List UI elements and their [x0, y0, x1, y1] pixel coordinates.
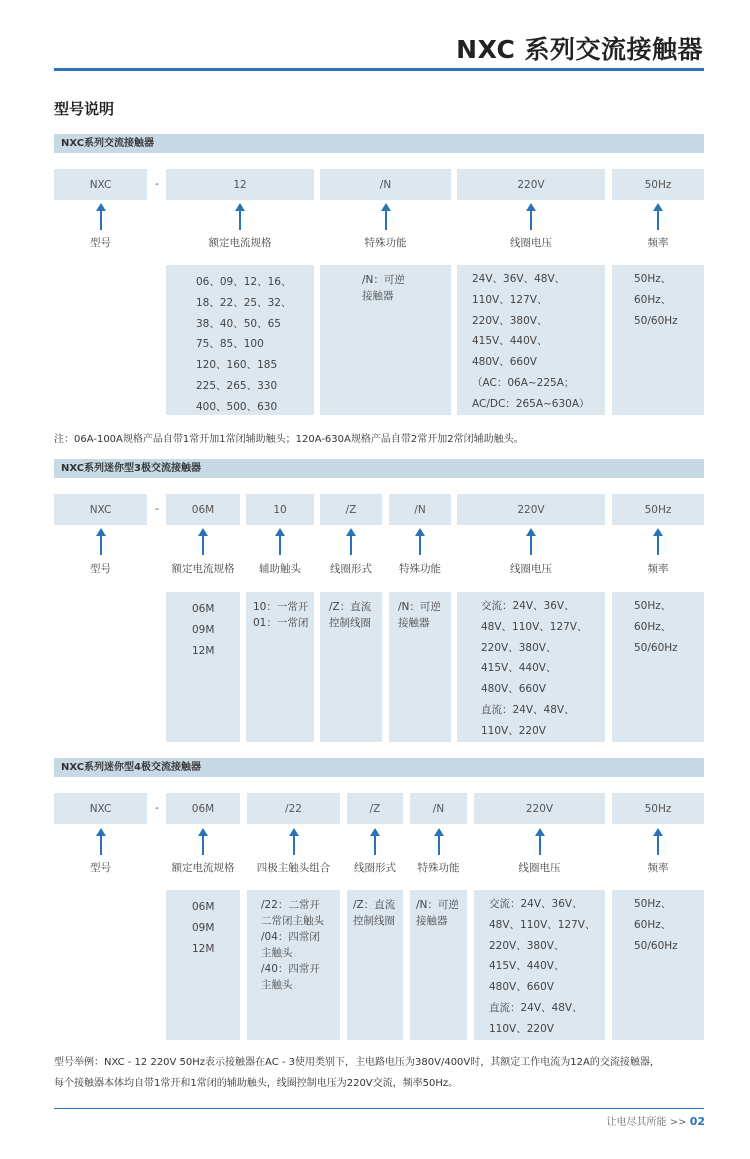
- detail-line: 50/60Hz: [634, 314, 678, 327]
- s3-detail-current: [166, 890, 240, 1040]
- s3-label-freq: 频率: [647, 861, 669, 874]
- s2-detail-current: [166, 592, 240, 742]
- detail-line: 480V、660V: [489, 981, 554, 994]
- detail-line: 110V、220V: [489, 1022, 554, 1035]
- s3-code-model: NXC: [54, 793, 147, 824]
- s1-arrow-up-icon: [96, 203, 106, 230]
- s3-arrow-up-icon: [535, 828, 545, 855]
- s1-label-freq: 频率: [647, 236, 669, 249]
- detail-line: 50Hz、: [634, 600, 672, 612]
- detail-line: 接触器: [362, 290, 394, 302]
- s2-arrow-up-icon: [275, 528, 285, 555]
- detail-line: AC/DC：265A~630A）: [472, 397, 590, 410]
- s2-detail-freq: [612, 592, 704, 742]
- detail-line: 220V、380V、: [489, 939, 565, 952]
- s2-code-voltage: 220V: [457, 494, 605, 525]
- s1-arrow-up-icon: [235, 203, 245, 230]
- s2-label-model: 型号: [90, 562, 111, 575]
- detail-line: 75、85、100: [196, 338, 264, 351]
- detail-line: 01：一常闭: [253, 617, 309, 629]
- detail-line: 50/60Hz: [634, 641, 678, 654]
- s1-note: 注：06A-100A规格产品自带1常开加1常闭辅助触头；120A-630A规格产品自带2常开加2常闭辅助触头。: [54, 434, 524, 445]
- s2-arrow-up-icon: [526, 528, 536, 555]
- s3-code-special: /N: [410, 793, 467, 824]
- s2-label-voltage: 线圈电压: [510, 562, 552, 575]
- s1-detail-special: [320, 265, 451, 415]
- detail-line: 控制线圈: [353, 915, 395, 927]
- s2-label-freq: 频率: [647, 562, 669, 575]
- s2-label-coil: 线圈形式: [330, 562, 372, 575]
- s3-code-main: /22: [247, 793, 340, 824]
- detail-line: /22：二常开: [261, 899, 320, 911]
- s1-label-voltage: 线圈电压: [510, 236, 552, 249]
- s3-arrow-up-icon: [289, 828, 299, 855]
- s1-arrow-up-icon: [381, 203, 391, 230]
- section1-band-title: NXC系列交流接触器: [61, 138, 155, 149]
- s2-label-aux: 辅助触头: [259, 562, 301, 575]
- detail-line: 48V、110V、127V、: [489, 918, 596, 931]
- s3-label-main: 四极主触头组合: [256, 861, 331, 874]
- detail-line: 415V、440V、: [472, 335, 548, 348]
- page-number: 02: [689, 1115, 705, 1128]
- s3-label-model: 型号: [90, 861, 111, 874]
- bottom-rule: [54, 1108, 704, 1109]
- detail-line: 09M: [192, 921, 215, 934]
- page-title: NXC 系列交流接触器: [456, 35, 703, 64]
- s1-code-voltage: 220V: [457, 169, 605, 200]
- detail-line: 50/60Hz: [634, 939, 678, 952]
- detail-line: 主触头: [261, 947, 293, 959]
- detail-line: 06M: [192, 603, 215, 615]
- section3-band-title: NXC系列迷你型4极交流接触器: [61, 762, 202, 773]
- s2-arrow-up-icon: [96, 528, 106, 555]
- s2-code-freq: 50Hz: [612, 494, 704, 525]
- s2-code-model: NXC: [54, 494, 147, 525]
- detail-line: 480V、660V: [472, 356, 537, 369]
- detail-line: 48V、110V、127V、: [481, 620, 588, 633]
- s1-arrow-up-icon: [526, 203, 536, 230]
- s3-detail-coil: [347, 890, 403, 1040]
- s3-label-coil: 线圈形式: [354, 861, 396, 874]
- s2-code-current: 06M: [166, 494, 240, 525]
- detail-line: 接触器: [398, 617, 430, 629]
- detail-line: 60Hz、: [634, 293, 672, 306]
- example-line-2: 每个接触器本体均自带1常开和1常闭的辅助触头，线圈控制电压为220V交流，频率50Hz。: [54, 1078, 459, 1089]
- detail-line: 主触头: [261, 979, 293, 991]
- s2-code-coil: /Z: [320, 494, 382, 525]
- detail-line: /N：可逆: [416, 899, 459, 911]
- s3-arrow-up-icon: [370, 828, 380, 855]
- detail-line: 接触器: [416, 915, 448, 927]
- detail-line: 控制线圈: [329, 617, 371, 629]
- detail-line: 415V、440V、: [481, 662, 557, 675]
- s1-code-freq: 50Hz: [612, 169, 704, 200]
- example-line-1: 型号举例：NXC - 12 220V 50Hz表示接触器在AC - 3使用类别下，主电路电压为380V/400V时，其额定工作电流为12A的交流接触器，: [54, 1057, 660, 1068]
- detail-line: 06、09、12、16、: [196, 276, 292, 288]
- s3-code-current: 06M: [166, 793, 240, 824]
- detail-line: 110V、127V、: [472, 293, 548, 306]
- detail-line: /40：四常开: [261, 963, 320, 975]
- detail-line: 50Hz、: [634, 273, 672, 285]
- s3-code-coil: /Z: [347, 793, 403, 824]
- detail-line: 225、265、330: [196, 379, 278, 392]
- detail-line: 09M: [192, 623, 215, 636]
- s3-label-special: 特殊功能: [417, 861, 460, 874]
- s3-label-current: 额定电流规格: [171, 861, 235, 874]
- detail-line: 24V、36V、48V、: [472, 273, 566, 285]
- detail-line: 直流：24V、48V、: [489, 1001, 583, 1014]
- s1-code-special: /N: [320, 169, 451, 200]
- detail-line: 交流：24V、36V、: [489, 898, 583, 910]
- s3-arrow-up-icon: [198, 828, 208, 855]
- detail-line: 220V、380V、: [472, 314, 548, 327]
- detail-line: 415V、440V、: [489, 960, 565, 973]
- detail-line: /N：可逆: [362, 274, 405, 286]
- s2-label-special: 特殊功能: [399, 562, 441, 575]
- s1-label-current: 额定电流规格: [208, 236, 272, 249]
- section2-band-title: NXC系列迷你型3极交流接触器: [61, 463, 202, 474]
- detail-line: 06M: [192, 901, 215, 913]
- s3-detail-main: [247, 890, 340, 1040]
- s3-dash: -: [155, 801, 159, 814]
- detail-line: 110V、220V: [481, 724, 546, 737]
- s1-label-special: 特殊功能: [364, 236, 407, 249]
- s1-label-model: 型号: [90, 236, 111, 249]
- s1-detail-voltage: [457, 265, 605, 415]
- s1-detail-freq: [612, 265, 704, 415]
- detail-line: /Z：直流: [329, 601, 372, 613]
- section-heading: 型号说明: [54, 100, 115, 118]
- s1-detail-current: [166, 265, 314, 415]
- detail-line: 10：一常开: [253, 601, 309, 613]
- detail-line: /04：四常闭: [261, 931, 320, 943]
- detail-line: 交流：24V、36V、: [481, 600, 575, 612]
- s3-arrow-up-icon: [434, 828, 444, 855]
- detail-line: 18、22、25、32、: [196, 296, 292, 309]
- detail-line: 220V、380V、: [481, 641, 557, 654]
- s2-detail-special: [389, 592, 451, 742]
- detail-line: 二常闭主触头: [261, 915, 324, 927]
- s3-detail-voltage: [474, 890, 605, 1040]
- detail-line: /N：可逆: [398, 601, 441, 613]
- detail-line: 120、160、185: [196, 359, 278, 372]
- s1-code-current: 12: [166, 169, 314, 200]
- detail-line: 直流：24V、48V、: [481, 703, 575, 716]
- detail-line: （AC：06A~225A；: [472, 376, 575, 389]
- detail-line: /Z：直流: [353, 899, 396, 911]
- s3-label-voltage: 线圈电压: [518, 861, 561, 874]
- s2-arrow-up-icon: [198, 528, 208, 555]
- s2-label-current: 额定电流规格: [171, 562, 235, 575]
- s3-detail-freq: [612, 890, 704, 1040]
- s2-arrow-up-icon: [653, 528, 663, 555]
- s2-code-special: /N: [389, 494, 451, 525]
- s3-arrow-up-icon: [653, 828, 663, 855]
- detail-line: 60Hz、: [634, 918, 672, 931]
- s1-arrow-up-icon: [653, 203, 663, 230]
- s1-dash: -: [155, 177, 159, 190]
- detail-line: 12M: [192, 942, 215, 955]
- detail-line: 480V、660V: [481, 683, 546, 696]
- s2-detail-coil: [320, 592, 382, 742]
- footer-arrows: >>: [669, 1117, 687, 1128]
- detail-line: 400、500、630: [196, 400, 278, 413]
- s3-code-voltage: 220V: [474, 793, 605, 824]
- s1-code-model: NXC: [54, 169, 147, 200]
- top-rule: [54, 68, 704, 71]
- detail-line: 38、40、50、65: [196, 317, 281, 330]
- s3-code-freq: 50Hz: [612, 793, 704, 824]
- s2-detail-voltage: [457, 592, 605, 742]
- footer: [607, 1113, 705, 1128]
- detail-line: 60Hz、: [634, 620, 672, 633]
- footer-slogan: 让电尽其所能: [606, 1117, 667, 1128]
- s3-arrow-up-icon: [96, 828, 106, 855]
- s2-dash: -: [155, 502, 159, 515]
- s2-code-aux: 10: [246, 494, 314, 525]
- s2-detail-aux: [246, 592, 314, 742]
- s3-detail-special: [410, 890, 467, 1040]
- s2-arrow-up-icon: [346, 528, 356, 555]
- s2-arrow-up-icon: [415, 528, 425, 555]
- detail-line: 50Hz、: [634, 898, 672, 910]
- detail-line: 12M: [192, 644, 215, 657]
